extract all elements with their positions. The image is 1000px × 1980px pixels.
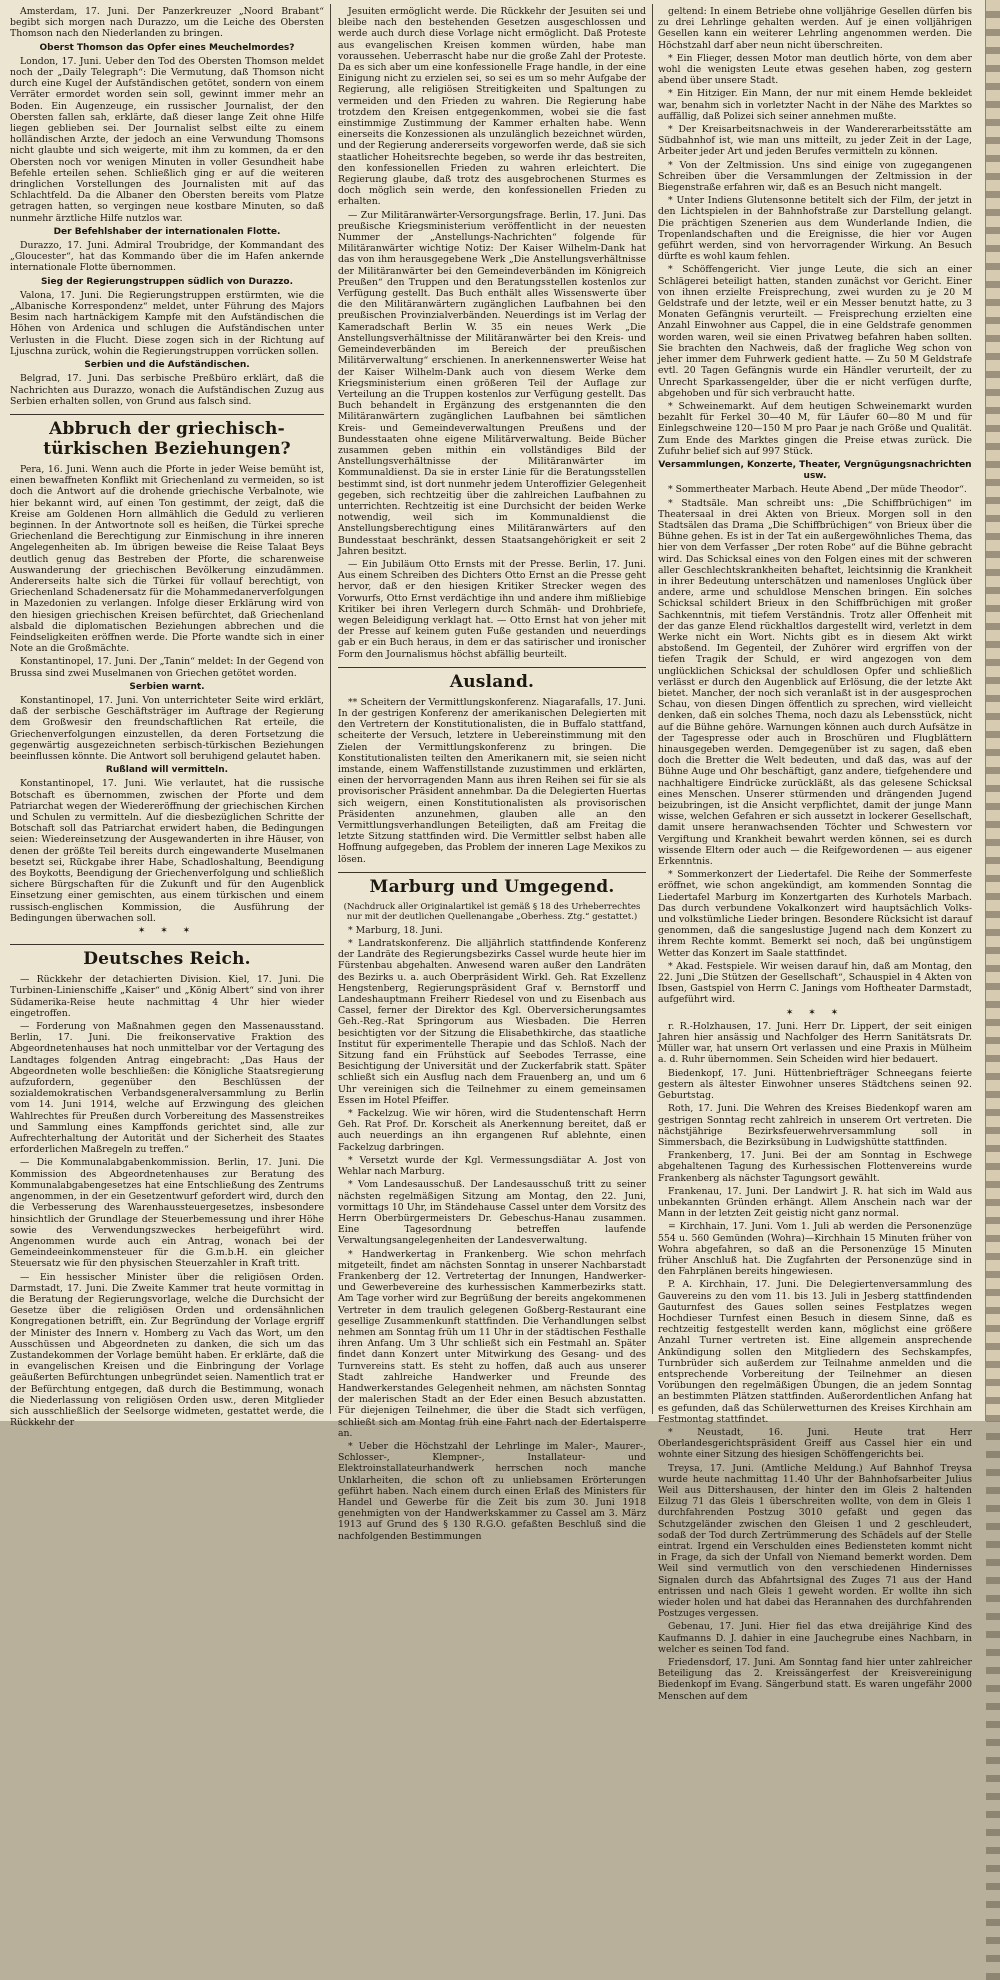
edge-text-mark [986, 857, 1000, 864]
paragraph: P. A. Kirchhain, 17. Juni. Die Delegiertenversammlung des Gauvereins zu den vom 11. bis 13. Juli in Jesberg stattfindenden Gauturnfest des Gaues sollen seines Festplatzes wegen Hochdieser Turnfest einen Besuch in diesem Sinne, daß es rechtzeitig festgestellt werden kann, möglichst eine größere Anzahl Turner vertreten ist. Eine allgemein ansprechende Ankündigung sollen den Mitgliedern des Sechskampfes, Turnbrüder sich außerdem zur Teilnahme anmelden und die entsprechende Vorbereitung der Teilnehmer an diesen Vorübungen den regelmäßigen Übungen, die an jedem Sonntag an bestimmten Plätzen stattfinden. Außerordentlichen Anfang hat es gefunden, daß das Schülerwetturnen des Kreises Kirchhain am Festmontag stattfindet. [658, 1279, 972, 1425]
paragraph: * Der Kreisarbeitsnachweis in der Wandererarbeitsstätte am Südbahnhof ist, wie man uns mitteilt, zu jeder Zeit in der Lage, Arbeiter jeder Art und jeden Berufes vermitteln zu können. [658, 124, 972, 158]
paragraph: r. R.-Holzhausen, 17. Juni. Herr Dr. Lippert, der seit einigen Jahren hier ansässig und Nachfolger des Herrn Sanitätsrats Dr. Müller war, hat unsern Ort verlassen und eine Praxis in Mülheim a. d. Ruhr übernommen. Sein Scheiden wird hier bedauert. [658, 1020, 972, 1066]
paragraph: * Schöffengericht. Vier junge Leute, die sich an einer Schlägerei beteiligt hatten, standen zunächst vor Gericht. Einer von ihnen erzielte Freisprechung, zwei wurden zu je 20 M Geldstrafe und der letzte, weil er ein Messer benutzt hatte, zu 3 Monaten Gefängnis verurteilt. — Freisprechung erzielten eine Anzahl Einwohner aus Cappel, die in eine Geldstrafe genommen worden waren, weil sie einen Privatweg befahren haben sollten. Sie brachten den Nachweis, daß der fragliche Weg schon von jeher immer dem Fuhrwerk gedient hatte. — Zu 50 M Geldstrafe evtl. 20 Tagen Gefängnis wurde ein Händler verurteilt, der zu Unrecht Sparkassengelder, über die er nicht verfügen durfte, abgehoben und für sich verbraucht hatte. [658, 264, 972, 399]
paragraph: Valona, 17. Juni. Die Regierungstruppen erstürmten, wie die „Albanische Korrespondenz“ meldet, unter Führung des Majors Besim nach hartnäckigem Kampfe mit den Aufständischen die Höhen von Ardenica und schlugen die Aufständischen unter Verlusten in die Flucht. Diese zogen sich in der Richtung auf Ljuschna zurück, wohin die Regierungstruppen vorrücken sollen. [10, 289, 324, 357]
column-1 [10, 6, 324, 1429]
edge-text-mark [986, 659, 1000, 666]
edge-text-mark [986, 389, 1000, 396]
paragraph: Jesuiten ermöglicht werde. Die Rückkehr der Jesuiten sei und bleibe nach den bestehenden Gesetzen ausgeschlossen und werde auch durch diese Vorlage nicht ermöglicht. Daß Proteste aus evangelischen Kreisen kommen würden, habe man voraussehen. Ueberrascht habe nur die große Zahl der Proteste. Da es sich aber um eine konfessionelle Frage handle, in der eine Einigung nicht zu erzielen sei, so sei es um so mehr Aufgabe der Regierung, alle religiösen Streitigkeiten und Spaltungen zu vermeiden und den Frieden zu wahren. Die Regierung habe trotzdem den Kreisen entgegenkommen, wobei sie die fast einstimmige Zustimmung der Kammer erhalten habe. Wenn einerseits die Konzessionen als unzulänglich bezeichnet würden, und der Regierung andererseits vorgeworfen werde, daß sie sich staatlicher Hoheitsrechte begeben, so werde ihr das bestreiten, den konfessionellen Frieden zu wahren erleichtert. Die Regierung glaube, daß trotz des ausgebrochenen Sturmes es doch möglich sein werde, den konfessionellen Frieden zu erhalten. [338, 6, 646, 208]
edge-text-mark [986, 1343, 1000, 1350]
edge-text-mark [986, 11, 1000, 18]
edge-text-mark [986, 983, 1000, 990]
edge-text-mark [986, 1163, 1000, 1170]
edge-text-mark [986, 245, 1000, 252]
edge-text-mark [986, 1145, 1000, 1152]
edge-text-mark [986, 29, 1000, 36]
edge-text-mark [986, 1523, 1000, 1530]
edge-text-mark [986, 1253, 1000, 1260]
edge-text-mark [986, 1559, 1000, 1566]
paragraph: * Stadtsäle. Man schreibt uns: „Die Schiffbrüchigen“ im Theatersaal in drei Akten von Brieux. Morgen soll in den Stadtsälen das Drama „Die Schiffbrüchigen“ von Brieux über die Bühne gehen. Es ist in der Tat ein außergewöhnliches Thema, das hier von dem Verfasser „Der roten Robe“ auf die Bühne gebracht wird. Das Schicksal eines von den Folgen eines mit der schweren aller Geschlechtskrankheiten behaftet, leichtsinnig die Krankheit in ihrer Bedeutung unterschätzen und namenloses Unglück über andere, arme und schuldlose Menschen bringen. Ein solches Schicksal schildert Brieux in den Schiffbrüchigen mit großer Sachkenntnis, mit tiefem Verständnis. Trotz aller Offenheit mit der das ganze Elend rückhaltlos dargestellt wird, verletzt in dem Werke nicht ein Wort. Nichts gibt es in diesem Akt wirkt abstoßend. Im Gegenteil, der Zuhörer wird ergriffen von der tiefen Tragik der Schuld, er wird angezogen von dem unglücklichen Schicksal der schuldlosen Opfer und schließlich verlässt er durch den Augenblick auf Erlösung, die der letzte Akt bietet. Mancher, der noch sich veranlaßt ist in der ausgesprochen Schau, von diesen Dingen öffentlich zu sprechen, wird vielleicht denken, daß ein solches Thema, noch dazu als Lebensstück, nicht auf die Bühne gehöre. Warnungen können auch durch Aufsätze in der Tagespresse oder auch in Broschüren und Flugblättern hinausgegeben werden. Demgegenüber ist zu sagen, daß eben doch die Bretter die Welt bedeuten, und daß das, was auf der Bühne Auge und Ohr beschäftigt, ganz andere, tiefgehendere und nachhaltigere Eindrücke zurückläßt, als das gelesene Schicksal eines Menschen. Unserer stürmenden und drängenden Jugend beizubringen, ist die Ansicht verpflichtet, damit der junge Mann wisse, welchen Gefahren er sich aussetzt in lockerer Gesellschaft, damit unsere heranwachsenden Töchter und Schwestern vor Vergiftung und Krankheit bewahrt werden können, sei es durch wissende Eltern oder auch — die Reifgewordenen — aus eigener Erkenntnis. [658, 497, 972, 868]
edge-text-mark [986, 1127, 1000, 1134]
edge-text-mark [986, 1829, 1000, 1836]
edge-text-mark [986, 1613, 1000, 1620]
subheading: Rußland will vermitteln. [105, 765, 229, 776]
edge-text-mark [986, 911, 1000, 918]
edge-text-mark [986, 1199, 1000, 1206]
edge-text-mark [986, 335, 1000, 342]
paragraph: * Unter Indiens Glutensonne betitelt sich der Film, der jetzt in den Lichtspielen in der Bahnhofstraße zur Darstellung gelangt. Die prächtigen Szenerien aus dem Wunderlande Indien, die Tropenlandschaften und die Ereignisse, die hier vor Augen geführt werden, sind von hervorragender Wirkung. An Besuch dürfte es wohl kaum fehlen. [658, 195, 972, 263]
edge-text-mark [986, 1667, 1000, 1674]
section-heading: Marburg und Umgegend. [338, 872, 646, 897]
edge-text-mark [986, 587, 1000, 594]
paragraph: Belgrad, 17. Juni. Das serbische Preßbüro erklärt, daß die Nachrichten aus Durazzo, wonach die Aufständischen Zuzug aus Serbien erhalten sollen, von Grund aus falsch sind. [10, 373, 324, 407]
edge-text-mark [986, 1955, 1000, 1962]
paragraph: Frankenau, 17. Juni. Der Landwirt J. R. hat sich im Wald aus unbekannten Gründen erhängt. Allem Anschein nach war der Mann in der letzten Zeit geistig nicht ganz normal. [658, 1185, 972, 1220]
edge-text-mark [986, 947, 1000, 954]
paragraph: — Zur Militäranwärter-Versorgungsfrage. Berlin, 17. Juni. Das preußische Kriegsministerium veröffentlicht in der neuesten Nummer der „Anstellungs-Nachrichten“ folgende für Militäranwärter wichtige Notiz: Der Kaiser Wilhelm-Dank hat das von ihm herausgegebene Werk „Die Anstellungsverhältnisse der Militäranwärter bei den Gemeindeverbänden im Königreich Preußen“ den Truppen und den Beratungsstellen kostenlos zur Verfügung gestellt. Das Buch enthält alles Wissenswerte über die den Militäranwärtern zugänglichen Laufbahnen bei den preußischen Provinzialverbänden. Neuerdings ist im Verlag der Kameradschaft Berlin W. 35 ein neues Werk „Die Anstellungsverhältnisse der Militäranwärter bei den Kreis- und Gemeindeverbänden im Bereich der preußischen Militärverwaltung“ erschienen. In anerkennenswerter Weise hat der Kaiser Wilhelm-Dank auch von diesem Werke dem Kriegsministerium einen größeren Teil der Auflage zur Verteilung an die Truppen kostenlos zur Verfügung gestellt. Das Buch behandelt in Ergänzung des erstgenannten die den Militäranwärtern zugänglichen Laufbahnen bei sämtlichen Kreis- und Gemeindeverwaltungen Preußens und der Bundesstaaten ohne eigene Militärverwaltung. Beide Bücher zusammen geben mithin ein vollständiges Bild der Anstellungsverhältnisse der Militäranwärter im Kommunaldienst. Da sie in erster Linie für die Beratungsstellen bestimmt sind, ist dort nunmehr jedem Unteroffizier Gelegenheit gegeben, sich rechtzeitig über die zahlreichen Laufbahnen zu unterrichten. Rechtzeitig ist eine Durchsicht der beiden Werke notwendig, weil sich im Kommunaldienst die Anstellungsberechtigung eines Militäranwärters auf den Bundesstaat beschränkt, dessen Staatsangehörigkeit er seit 2 Jahren besitzt. [338, 209, 646, 557]
edge-text-mark [986, 1811, 1000, 1818]
edge-text-mark [986, 209, 1000, 216]
paragraph: geltend: In einem Betriebe ohne volljährige Gesellen dürfen bis zu drei Lehrlinge gehalten werden. Auf je einen volljährigen Gesellen kann ein weiterer Lehrling angenommen werden. Die Höchstzahl darf aber neun nicht überschreiten. [658, 6, 972, 51]
edge-text-mark [986, 929, 1000, 936]
edge-text-mark [986, 371, 1000, 378]
edge-text-mark [986, 1487, 1000, 1494]
section-heading: Ausland. [338, 667, 646, 692]
edge-text-mark [986, 407, 1000, 414]
paragraph: * Ein Hitziger. Ein Mann, der nur mit einem Hemde bekleidet war, benahm sich in vorletzter Nacht in der Nähe des Marktes so auffällig, daß Polizei sich seiner annehmen mußte. [658, 88, 972, 122]
edge-text-mark [986, 1739, 1000, 1746]
edge-text-mark [986, 1055, 1000, 1062]
edge-text-mark [986, 155, 1000, 162]
edge-text-mark [986, 803, 1000, 810]
edge-text-mark [986, 623, 1000, 630]
edge-text-mark [986, 1937, 1000, 1944]
edge-text-mark [986, 1649, 1000, 1656]
paragraph: * Versetzt wurde der Kgl. Vermessungsdiätar A. Jost von Wehlar nach Marburg. [338, 1154, 646, 1178]
section-separator: ✶ ✶ ✶ [137, 926, 197, 937]
edge-text-mark [986, 461, 1000, 468]
edge-text-mark [986, 1019, 1000, 1026]
edge-text-mark [986, 1973, 1000, 1980]
paragraph: Konstantinopel, 17. Juni. Der „Tanin“ meldet: In der Gegend von Brussa sind zwei Muselmanen von Griechen getötet worden. [10, 656, 324, 679]
edge-text-mark [986, 65, 1000, 72]
paragraph: — Rückkehr der detachierten Division. Kiel, 17. Juni. Die Turbinen-Linienschiffe „Kaiser“ und „König Albert“ sind von ihrer Südamerika-Reise heute nachmittag 4 Uhr hier wieder eingetroffen. [10, 974, 324, 1019]
section-separator: ✶ ✶ ✶ [785, 1007, 845, 1018]
edge-text-mark [986, 965, 1000, 972]
column-rule [652, 4, 653, 1414]
paragraph: Friedensdorf, 17. Juni. Am Sonntag fand hier unter zahlreicher Beteiligung das 2. Kreissängerfest der Kreisvereinigung Biedenkopf im Evang. Sängerbund statt. Es waren ungefähr 2000 Menschen auf dem [658, 1657, 972, 1702]
edge-text-mark [986, 893, 1000, 900]
paragraph: * Marburg, 18. Juni. [348, 924, 443, 936]
paragraph: ** Scheitern der Vermittlungskonferenz. Niagarafalls, 17. Juni. In der gestrigen Konferenz der amerikanischen Delegierten mit den Vertretern der Konstitutionalisten, die in Buffalo stattfand, scheiterte der Versuch, letztere in Uebereinstimmung mit den Zielen der Vermittlungskonferenz zu bringen. Die Konstitutionalisten teilten den Amerikanern mit, sie seien nicht imstande, einem Waffenstillstande zuzustimmen und erklärten, einen der hervorragenden Mann aus ihren Reihen sei für sie als provisorischer Präsident annehmbar. Da die Delegierten Huertas sich weigern, einen Konstitutionalisten als provisorischen Präsidenten anzunehmen, glauben alle an den Vermittlungsverhandlungen Beteiligten, daß am Freitag die letzte Sitzung stattfinden wird. Die Vermittler selbst haben alle Hoffnung aufgegeben, das Problem der inneren Lage Mexikos zu lösen. [338, 696, 646, 865]
edge-text-mark [986, 137, 1000, 144]
edge-text-mark [986, 1397, 1000, 1404]
column-rule [330, 4, 331, 1414]
edge-text-mark [986, 533, 1000, 540]
edge-text-mark [986, 101, 1000, 108]
edge-text-mark [986, 1469, 1000, 1476]
edge-text-mark [986, 749, 1000, 756]
edge-text-mark [986, 479, 1000, 486]
paragraph: — Ein Jubiläum Otto Ernsts mit der Presse. Berlin, 17. Juni. Aus einem Schreiben des Dichters Otto Ernst an die Presse geht hervor, daß er den hiesigen Kritiker Strecker wegen des Vorwurfs, Otto Ernst verdächtige ihn und andere ihm mißliebige Kritiker bei ihren Verlegern durch Schmäh- und Drohbriefe, wegen Beleidigung verklagt hat. — Otto Ernst hat von jeher mit der Presse auf keinem guten Fuße gestanden und neuerdings gab er ein Buch heraus, in dem er das satirischer und ironischer Form den Journalismus höchst abfällig beurteilt. [338, 558, 646, 660]
edge-text-mark [986, 281, 1000, 288]
paragraph: * Neustadt, 16. Juni. Heute trat Herr Oberlandesgerichtspräsident Greiff aus Cassel hier ein und wohnte einer Sitzung des hiesigen Schöffengerichts bei. [658, 1426, 972, 1461]
paragraph: * Fackelzug. Wie wir hören, wird die Studentenschaft Herrn Geh. Rat Prof. Dr. Korscheit als Anerkennung bereitet, daß er auch neuerdings an ihn ergangenen Ruf ablehnte, einen Fackelzug darbringen. [338, 1108, 646, 1153]
paragraph: Treysa, 17. Juni. (Amtliche Meldung.) Auf Bahnhof Treysa wurde heute nachmittag 11.40 Uhr der Bahnhofsarbeiter Julius Weil aus Dittershausen, der hinter den im Gleis 2 haltenden Eilzug 71 das Gleis 1 überschreiten wollte, von dem in Gleis 1 durchfahrenden Postzug 3010 gefaßt und gegen das Schutzgeländer zwischen den Gleisen 1 und 2 geschleudert, sodaß der Tod durch Zertrümmerung des Schädels auf der Stelle eintrat. Irgend ein Verschulden eines Bediensteten kommt nicht in Frage, da sich der Unfall von Niemand bemerkt worden. Dem Weil sind vermutlich von den verschiedenen Hindernisses Signalen durch das Abfahrtsignal des Zuges 71 aus der Hand entrissen und nach Gleis 1 geweht worden. Er wollte ihn sich wieder holen und hat dabei das Herannahen des durchfahrenden Postzuges vergessen. [658, 1462, 972, 1620]
paragraph: Konstantinopel, 17. Juni. Von unterrichteter Seite wird erklärt, daß der serbische Geschäftsträger im Auftrage der Regierung dem Großwesir den freundschaftlichen Rat erteile, die Griechenverfolgungen einzustellen, da deren Fortsetzung die gegenwärtig ausgezeichneten serbisch-türkischen Beziehungen beeinflussen könnte. Die Antwort soll beruhigend gelautet haben. [10, 694, 324, 762]
subheading: Sieg der Regierungstruppen südlich von Durazzo. [40, 276, 294, 287]
edge-text-mark [986, 1001, 1000, 1008]
edge-text-mark [986, 695, 1000, 702]
edge-text-mark [986, 515, 1000, 522]
edge-text-mark [986, 1721, 1000, 1728]
edge-text-mark [986, 713, 1000, 720]
edge-text-mark [986, 1865, 1000, 1872]
edge-text-mark [986, 191, 1000, 198]
paragraph: * Ein Flieger, dessen Motor man deutlich hörte, von dem aber wohl die wenigsten Leute etwas gesehen haben, zog gestern abend über unsere Stadt. [658, 52, 972, 87]
edge-text-mark [986, 875, 1000, 882]
edge-text-mark [986, 425, 1000, 432]
paragraph: * Vom Landesausschuß. Der Landesausschuß tritt zu seiner nächsten regelmäßigen Sitzung am Montag, den 22. Juni, vormittags 10 Uhr, im Ständehause Cassel unter dem Vorsitz des Herrn Oberbürgermeisters Dr. Gebeschus-Hanau zusammen. Eine Tagesordnung betreffen laufende Verwaltungsangelegenheiten der Landesverwaltung. [338, 1179, 646, 1247]
paragraph: Frankenberg, 17. Juni. Bei der am Sonntag in Eschwege abgehaltenen Tagung des Kurhessischen Flottenvereins wurde Frankenberg als nächster Tagungsort gewählt. [658, 1150, 972, 1184]
column-2 [338, 6, 646, 1542]
edge-text-mark [986, 839, 1000, 846]
edge-text-mark [986, 1307, 1000, 1314]
edge-text-mark [986, 497, 1000, 504]
paragraph: * Schweinemarkt. Auf dem heutigen Schweinemarkt wurden bezahlt für Ferkel 30—40 M, für Läufer 60—80 M und für Einlegschweine 120—150 M pro Paar je nach Größe und Qualität. Zum Ende des Marktes gingen die Preise etwas zurück. Die Zufuhr belief sich auf 997 Stück. [658, 400, 972, 457]
edge-text-mark [986, 1541, 1000, 1548]
edge-text-mark [986, 119, 1000, 126]
edge-text-mark [986, 1775, 1000, 1782]
paragraph: * Von der Zeltmission. Uns sind einige von zugegangenen Schreiben über die Versammlungen der Zeltmission in der Biegenstraße erfahren wir, daß es an Besuch nicht mangelt. [658, 159, 972, 194]
edge-text-mark [986, 1379, 1000, 1386]
edge-text-mark [986, 1325, 1000, 1332]
paragraph: * Ueber die Höchstzahl der Lehrlinge im Maler-, Maurer-, Schlosser-, Klempner-, Installateur- und Elektroinstallateurhandwerk herrschen noch manche Unklarheiten, die schon oft zu unliebsamen Erörterungen geführt haben. Nach einem durch einen Erlaß des Ministers für Handel und Gewerbe für die Zeit bis zum 30. Juni 1918 genehmigten von der Handwerkskammer zu Cassel am 3. März 1913 auf Grund des § 130 R.G.O. gefaßten Beschluß sind die nachfolgenden Bestimmungen [338, 1440, 646, 1542]
paragraph: * Handwerkertag in Frankenberg. Wie schon mehrfach mitgeteilt, findet am nächsten Sonntag in unserer Nachbarstadt Frankenberg der 12. Vertretertag der Innungen, Handwerker- und Gewerbevereine des kurhessischen Kammerbezirks statt. Am Tage vorher wird zur Begrüßung der bereits angekommenen Vertreter in dem traulich gelegenen Goßberg-Restaurant eine gesellige Zusammenkunft stattfinden. Die Verhandlungen selbst nehmen am Sonntag früh um 11 Uhr in der städtischen Festhalle ihren Anfang. Um 3 Uhr schließt sich ein Festmahl an. Später findet dann Konzert unter Mitwirkung des Gesang- und des Turnvereins statt. Es steht zu hoffen, daß auch aus unserer Stadt zahlreiche Handwerker und Freunde des Handwerkerstandes Gelegenheit nehmen, am nächsten Sonntag der malerischen Stadt an der Eder einen Besuch abzustatten. Für diejenigen Teilnehmer, die über die Stadt sich verfügen, schließt sich am Montag früh eine Fahrt nach der Edertalsperre an. [338, 1248, 646, 1439]
edge-text-mark [986, 1433, 1000, 1440]
edge-text-mark [986, 767, 1000, 774]
edge-text-mark [986, 1505, 1000, 1512]
adjacent-page-edge [985, 0, 1000, 1421]
edge-text-mark [986, 677, 1000, 684]
edge-text-mark [986, 1847, 1000, 1854]
edge-text-mark [986, 1289, 1000, 1296]
edge-text-mark [986, 1415, 1000, 1422]
subheading: Serbien und die Aufständischen. [84, 360, 250, 371]
edge-text-mark [986, 1073, 1000, 1080]
edge-text-mark [986, 569, 1000, 576]
paragraph: * Akad. Festspiele. Wir weisen darauf hin, daß am Montag, den 22. Juni „Die Stützen der Gesellschaft“, Schauspiel in 4 Akten von Ibsen, Gastspiel von Herrn C. Janings vom Hoftheater Darmstadt, aufgeführt wird. [658, 960, 972, 1006]
paragraph: — Forderung von Maßnahmen gegen den Massenausstand. Berlin, 17. Juni. Die freikonservative Fraktion des Abgeordnetenhauses hat noch unmittelbar vor der Vertagung des Landtages folgenden Antrag eingebracht: „Das Haus der Abgeordneten wolle beschließen: die Königliche Staatsregierung aufzufordern, gegenüber den Beschlüssen der sozialdemokratischen Verbandsgeneralversammlung zu Berlin vom 14. Juni 1914, welche auf Erzwingung des gleichen Wahlrechtes für Preußen durch Vorbereitung des Massenstreikes und Sammlung eines Kampffonds gerichtet sind, alle zur Aufrechterhaltung der Autorität und der Sicherheit des Staates erforderlichen Maßregeln zu treffen.“ [10, 1021, 324, 1156]
edge-text-mark [986, 1271, 1000, 1278]
paragraph: Roth, 17. Juni. Die Wehren des Kreises Biedenkopf waren am gestrigen Sonntag recht zahlreich in unserem Ort vertreten. Die nächstjährige Bezirksfeuerwehrversammlung soll in Simmersbach, die Bezirksübung in Ludwigshütte stattfinden. [658, 1103, 972, 1148]
edge-text-mark [986, 1685, 1000, 1692]
paragraph: Durazzo, 17. Juni. Admiral Troubridge, der Kommandant des „Gloucester“, hat das Kommando über die im Hafen ankernde internationale Flotte übernommen. [10, 240, 324, 274]
edge-text-mark [986, 821, 1000, 828]
edge-text-mark [986, 1793, 1000, 1800]
edge-text-mark [986, 731, 1000, 738]
edge-text-mark [986, 299, 1000, 306]
edge-text-mark [986, 605, 1000, 612]
paragraph: — Die Kommunalabgabenkommission. Berlin, 17. Juni. Die Kommission des Abgeordnetenhauses zur Beratung des Kommunalabgabengesetzes hat eine Entschließung des Zentrums angenommen, in der ein Gesetzentwurf gefordert wird, durch den die Verbesserung des Warenhaussteuergesetzes, insbesondere hinsichtlich der Grundlage der Steuerbemessung und ihrer Höhe sowie des Verwendungszweckes herbeigeführt wird. Angenommen wurde auch ein Antrag, wonach bei der Gemeindeeinkommensteuer für die G.m.b.H. ein gleicher Steuersatz wie für den physischen Steuerzahler in Kraft tritt. [10, 1157, 324, 1270]
subheading: Serbien warnt. [129, 681, 205, 692]
edge-text-mark [986, 1883, 1000, 1890]
paragraph: — Ein hessischer Minister über die religiösen Orden. Darmstadt, 17. Juni. Die Zweite Kammer trat heute vormittag in die Beratung der Regierungsvorlage, welche die Durchsicht der Gesetze über die religiösen Orden und ordensähnlichen Kongregationen betrifft, ein. Zur Begründung der Vorlage ergriff der Minister des Innern v. Homberg zu Vach das Wort, um den Ausschüssen und Abgeordneten zu danken, die sich um das Zustandekommen der Vorlage bemüht haben. Er erklärte, daß die in evangelischen Kreisen und die Einbringung der Vorlage geäußerten Befürchtungen unbegründet seien. Namentlich trat er der Befürchtung entgegen, daß durch die Bestimmung, wonach die Niederlassung von religiösen Orden usw., deren Mitglieder sich ausschließlich der Seelsorge widmeten, gestattet werde, die Rückkehr der [10, 1271, 324, 1429]
edge-text-mark [986, 1091, 1000, 1098]
edge-text-mark [986, 173, 1000, 180]
edge-text-mark [986, 1901, 1000, 1908]
paragraph: * Sommerkonzert der Liedertafel. Die Reihe der Sommerfeste eröffnet, wie schon angekündigt, am kommenden Sonntag die Liedertafel Marburg im Konzertgarten des Kurhotels Marbach. Das durch verbundene Vokalkonzert wird hauptsächlich Volks- und volkstümliche Lieder bringen. Besondere Rücksicht ist darauf genommen, daß die sangeslustige Jugend nach dem Konzert zu ihrem Rechte kommt. Bemerkt sei noch, daß bei ungünstigem Wetter das Konzert im Saale stattfindet. [658, 869, 972, 959]
edge-text-mark [986, 47, 1000, 54]
edge-text-mark [986, 443, 1000, 450]
edge-text-mark [986, 1451, 1000, 1458]
paragraph: = Kirchhain, 17. Juni. Vom 1. Juli ab werden die Personenzüge 554 u. 560 Gemünden (Wohra)—Kirchhain 15 Minuten früher von Wohra abgefahren, so daß an die Personenzüge 15 Minuten früher Anschluß hat. Die Zugfahrten der Personenzüge sind in den Fahrplänen bereits hingewiesen. [658, 1221, 972, 1278]
edge-text-mark [986, 317, 1000, 324]
section-heading: Deutsches Reich. [10, 944, 324, 969]
edge-text-mark [986, 1181, 1000, 1188]
paragraph: Konstantinopel, 17. Juni. Wie verlautet, hat die russische Botschaft es übernommen, zwischen der Pforte und dem Patriarchat wegen der Wiedereröffnung der griechischen Kirchen und Schulen zu vermitteln. Auf die diesbezüglichen Schritte der Botschaft soll das Patriarchat erwidert haben, die Bedingungen seien: Wiedereinsetzung der Ausgewanderten in ihre Häuser, von denen der größte Teil bereits durch eingewanderte Muselmanen besetzt sei, Rückgabe ihrer Habe, Schadloshaltung, Beendigung des Boykotts, Beendigung der Griechenverfolgung und schließlich sichere Bürgschaften für die Zukunft und für den Augenblick Einsetzung einer gemischten, aus einem türkischen und einem russisch-englischen Kommission, die Ausführung der Bedingungen überwachen soll. [10, 778, 324, 924]
edge-text-mark [986, 1235, 1000, 1242]
section-heading: Abbruch der griechisch-türkischen Beziehungen? [10, 414, 324, 459]
edge-text-mark [986, 1577, 1000, 1584]
paragraph: Biedenkopf, 17. Juni. Hüttenbriefträger Schneegans feierte gestern als ältester Einwohner unseres Städtchens seinen 92. Geburtstag. [658, 1067, 972, 1102]
edge-text-mark [986, 1361, 1000, 1368]
subheading: Der Befehlshaber der internationalen Flotte. [53, 226, 281, 237]
paragraph: Gebenau, 17. Juni. Hier fiel das etwa dreijährige Kind des Kaufmanns D. J. dahier in eine Jauchegrube eines Nachbarn, in welcher es seinen Tod fand. [658, 1621, 972, 1655]
edge-text-mark [986, 551, 1000, 558]
edge-text-mark [986, 1631, 1000, 1638]
edge-text-mark [986, 83, 1000, 90]
edge-text-mark [986, 1703, 1000, 1710]
edge-text-mark [986, 263, 1000, 270]
edge-text-mark [986, 641, 1000, 648]
column-3 [658, 6, 972, 1702]
edge-text-mark [986, 1919, 1000, 1926]
paragraph: Amsterdam, 17. Juni. Der Panzerkreuzer „Noord Brabant“ begibt sich morgen nach Durazzo, um die Leiche des Obersten Thomson nach den Niederlanden zu bringen. [10, 6, 324, 40]
edge-text-mark [986, 1037, 1000, 1044]
subheading: Versammlungen, Konzerte, Theater, Vergnügungsnachrichten usw. [658, 459, 972, 482]
edge-text-mark [986, 1109, 1000, 1116]
edge-text-mark [986, 353, 1000, 360]
edge-text-mark [986, 785, 1000, 792]
paragraph: * Sommertheater Marbach. Heute Abend „Der müde Theodor“. [668, 484, 967, 496]
edge-text-mark [986, 1217, 1000, 1224]
copyright-note: (Nachdruck aller Originalartikel ist gemäß § 18 des Urheberrechtes nur mit der deutlichen Quellenangabe „Oberhess. Ztg.“ gestattet.) [343, 901, 641, 922]
paragraph: London, 17. Juni. Ueber den Tod des Obersten Thomson meldet noch der „Daily Telegraph“: Die Vermutung, daß Thomson nicht durch eine Kugel der Aufständischen getötet, sondern von einem Verräter ermordet worden sein soll, gewinnt immer mehr an Boden. Ein Augenzeuge, ein russischer Journalist, der den Obersten fallen sah, erklärte, daß dieser lange Zeit ohne Hilfe liegen geblieben sei. Der Journalist selbst eilte zu einem holländischen Arzte, der jedoch an eine Verwundung Thomsons nicht glaubte und sich weigerte, mit ihm zu kommen, da er den Obersten noch vor wenigen Minuten in voller Gesundheit habe Befehle erteilen sehen. Schließlich ging er auf die weiteren dringlichen Vorstellungen des Journalisten mit auf das Schlachtfeld. Da die Albaner den Obersten bereits vom Platze getragen hatten, so vergingen neue kostbare Minuten, so daß nunmehr ärztliche Hilfe nutzlos war. [10, 55, 324, 224]
edge-text-mark [986, 227, 1000, 234]
edge-text-mark [986, 1757, 1000, 1764]
subheading: Oberst Thomson das Opfer eines Meuchelmordes? [39, 42, 295, 53]
paragraph: * Landratskonferenz. Die alljährlich stattfindende Konferenz der Landräte des Regierungsbezirks Cassel wurde heute hier im Fürstenbau abgehalten. Anwesend waren außer den Landräten des Bezirks u. a. auch Oberpräsident Wirkl. Geh. Rat Exzellenz Hengstenberg, Regierungspräsident Graf v. Bernstorff und Landeshauptmann Freiherr Riedesel von und zu Eisenbach aus Cassel, ferner der Direktor des Kgl. Oberversicherungsamtes Geh.-Reg.-Rat Springorum aus Wiesbaden. Die Herren besichtigten vor der Sitzung die Elisabethkirche, das staatliche Institut für experimentelle Therapie und das Schloß. Nach der Sitzung fand ein Frühstück auf Seebodes Terrasse, eine Besichtigung der Universität und der Zuckerfabrik statt. Später schließt sich ein Ausflug nach dem Frauenberg an, und um 6 Uhr vereinigen sich die Teilnehmer zu einem gemeinsamen Essen im Hotel Pfeiffer. [338, 938, 646, 1106]
paragraph: Pera, 16. Juni. Wenn auch die Pforte in jeder Weise bemüht ist, einen bewaffneten Konflikt mit Griechenland zu vermeiden, so ist doch die Antwort auf die drohende griechische Verbalnote, wie hier bekannt wird, auf einen Ton gestimmt, der zeigt, daß die Kreise am Goldenen Horn allmählich die Geduld zu verlieren beginnen. In der Antwortnote soll es heißen, die Türkei spreche Griechenland die Berechtigung zur Einmischung in ihre inneren Angelegenheiten ab. Im übrigen beweise die Reise Talaat Beys deutlich genug das Bestreben der Pforte, die scharenweise Auswanderung der griechischen Bevölkerung einzudämmen. Andererseits halte sich die Türkei für vollauf berechtigt, von Griechenland Schadenersatz für die Mohammedanerverfolgungen in Mazedonien zu verlangen. Infolge dieser Erklärung wird von den hiesigen griechischen Kreisen befürchtet, daß Griechenland alsbald die diplomatischen Beziehungen abbrechen und die Feindseligkeiten eröffnen werde. Die Pforte wandte sich in einer Note an die Großmächte. [10, 463, 324, 655]
edge-text-mark [986, 1595, 1000, 1602]
